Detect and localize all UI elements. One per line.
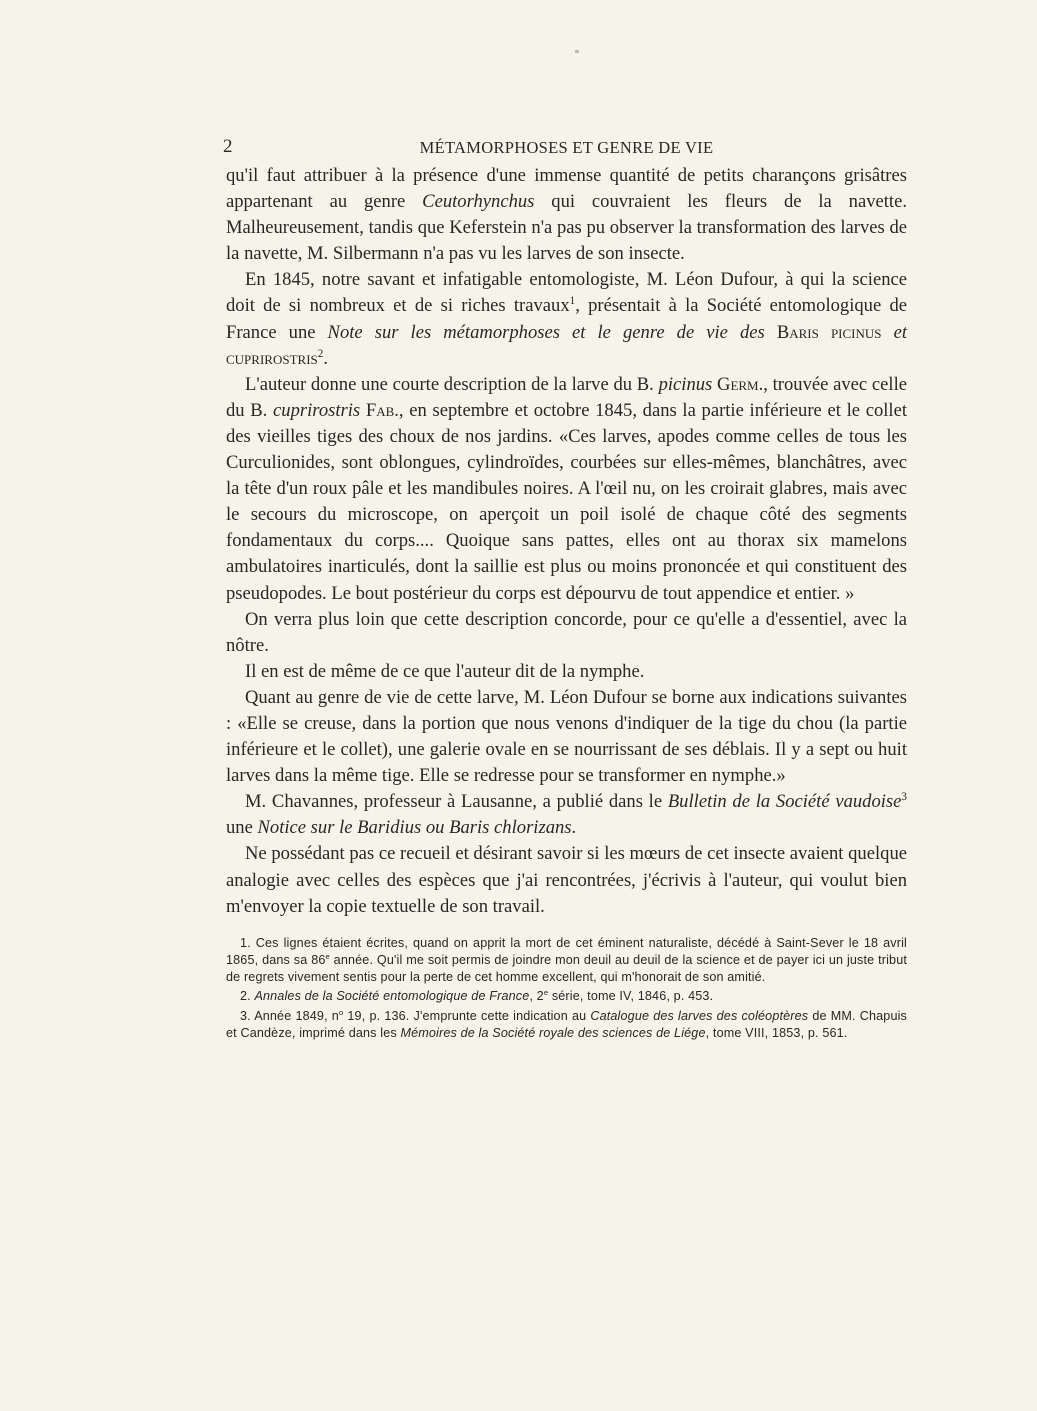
footnote-ref-2[interactable]: 2: [317, 347, 324, 360]
paragraph-8: Ne possédant pas ce recueil et désirant savoir si les mœurs de cet insecte avaient quelque analogie avec celles des espèces que j'ai rencontrées, j'écrivis à l'auteur, qui voulut bien m'envoyer la copie textuelle de son travail.: [226, 843, 907, 917]
footnotes: [226, 935, 907, 1042]
paragraph-4: On verra plus loin que cette description concorde, pour ce qu'elle a d'essentiel, avec la nôtre.: [226, 608, 907, 656]
paragraph-3: L'auteur donne une courte description de la larve du B. picinus Germ., trouvée avec celle du B. cuprirostris Fab., en septembre et octobre 1845, dans la partie inférieure et le collet des vieilles tiges des choux de nos jardins. «Ces larves, apodes comme celles de tous les Curculionides, sont oblongues, cylindroïdes, courbées sur elles-mêmes, blanchâtres, avec la tête d'un roux pâle et les mandibules noires. A l'œil nu, on les croirait glabres, mais avec le secours du microscope, on aperçoit un poil isolé de chaque côté des segments fondamentaux du corps.... Quoique sans pattes, elles ont au thorax six mamelons ambulatoires inarticulés, dont la saillie est plus ou moins prononcée et qui constituent des pseudopodes. Le bout postérieur du corps est dépourvu de tout appendice et entier. »: [226, 373, 907, 604]
footnote-ref-1[interactable]: 1: [569, 295, 576, 308]
running-title: MÉTAMORPHOSES ET GENRE DE VIE: [419, 138, 714, 157]
footnote-1: 1. Ces lignes étaient écrites, quand on apprit la mort de cet éminent naturaliste, décédé à Saint-Sever le 18 avril 1865, dans sa 86e année. Qu'il me soit permis de joindre mon deuil au deuil de la science et de payer ici un juste tribut de regrets vivement sentis pour la perte de cet homme excellent, qui m'honorait de son amitié.: [226, 935, 908, 985]
bulletin-title: Bulletin de la Société vaudoise: [667, 791, 902, 813]
genus-name: Ceutorhynchus: [422, 191, 535, 213]
paragraph-6: Quant au genre de vie de cette larve, M. Léon Dufour se borne aux indications suivantes : «Elle se creuse, dans la portion que nous venons d'indiquer de la tige du chou (la partie inférieure et le collet), une galerie ovale en se nourrissant de ses déblais. Il y a sept ou huit larves dans la même tige. Elle se redresse pour se transformer en nymphe.»: [226, 686, 907, 787]
footnote-2: 2. Annales de la Société entomologique de France, 2e série, tome IV, 1846, p. 453.: [240, 988, 714, 1004]
page-number: 2: [223, 136, 233, 157]
footnote-3: 3. Année 1849, $n^o$ 19, p. 136. J'emprunte cette indication au Catalogue des larves des coléoptères de MM. Chapuis et Candèze, imprimé dans les Mémoires de la Société royale des sciences de Liége, tome VIII, 1853, p. 561.: [226, 1007, 907, 1040]
paragraph-5: Il en est de même de ce que l'auteur dit de la nymphe.: [245, 660, 645, 682]
paragraph-1: qu'il faut attribuer à la présence d'une immense quantité de petits charançons grisâtres appartenant au genre Ceutorhynchus qui couvraient les fleurs de la navette. Malheureusement, tandis que Keferstein n'a pas pu observer la transformation des larves de la navette, M. Silbermann n'a pas vu les larves de son insecte.: [226, 165, 908, 265]
footnote-ref-3[interactable]: 3: [901, 791, 907, 804]
body-text: [226, 163, 907, 920]
book-page: [223, 136, 908, 1044]
paragraph-2: En 1845, notre savant et infatigable entomologiste, M. Léon Dufour, à qui la science doit de si nombreux et de si riches travaux$^1$, présentait à la Société entomologique de France une Note sur les métamorphoses et le genre de vie des Baris picinus et cuprirostris$^2$.: [226, 269, 907, 369]
paper-speck: [575, 50, 579, 53]
cited-title: Note sur les métamorphoses et le genre de vie des: [327, 321, 765, 343]
notice-title: Notice sur le Baridius ou Baris chlorizans: [257, 817, 572, 839]
paragraph-7: M. Chavannes, professeur à Lausanne, a publié dans le Bulletin de la Société vaudoise$^3$ une Notice sur le Baridius ou Baris chlorizans.: [226, 791, 907, 839]
running-head: [223, 136, 907, 164]
